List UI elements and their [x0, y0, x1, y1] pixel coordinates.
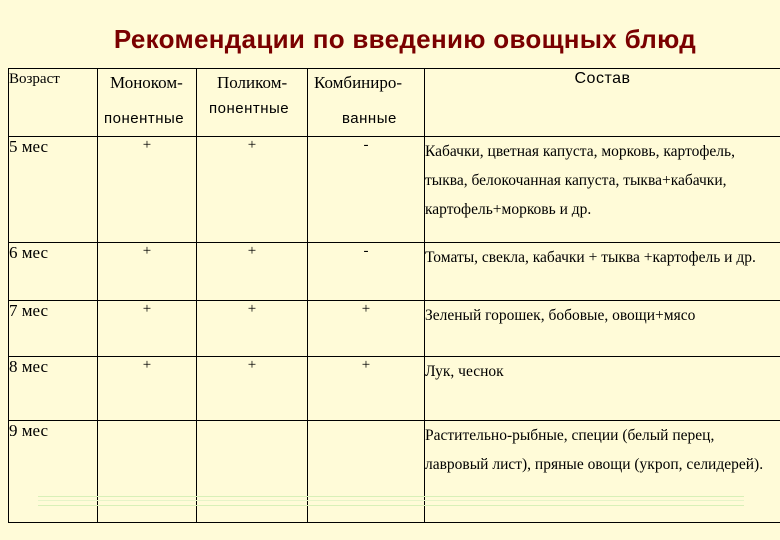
comb-cell — [308, 421, 425, 523]
mono-cell: + — [98, 243, 197, 301]
poly-cell: + — [197, 301, 308, 357]
poly-cell: + — [197, 357, 308, 421]
header-polycomponent — [197, 69, 308, 137]
table-row — [9, 357, 780, 421]
header-age: Возраст — [9, 69, 98, 137]
header-combined — [308, 69, 425, 137]
table-row — [9, 421, 780, 523]
composition-cell: Растительно-рыбные, специи (белый перец, лавровый лист), пряные овощи (укроп, селидерей). — [425, 421, 780, 523]
header-monocomponent — [98, 69, 197, 137]
mono-cell: + — [98, 137, 197, 243]
age-cell: 7 мес — [9, 301, 98, 357]
composition-cell: Томаты, свекла, кабачки + тыква +картофель и др. — [425, 243, 780, 301]
decorative-rule — [38, 496, 744, 506]
header-row — [9, 69, 780, 137]
header-comb-line1: Комбиниро- — [314, 73, 403, 92]
age-cell: 9 мес — [9, 421, 98, 523]
mono-cell — [98, 421, 197, 523]
composition-cell: Лук, чеснок — [425, 357, 780, 421]
age-cell: 6 мес — [9, 243, 98, 301]
composition-cell: Кабачки, цветная капуста, морковь, картофель, тыква, белокочанная капуста, тыква+кабачки, картофель+морковь и др. — [425, 137, 780, 243]
table-row — [9, 243, 780, 301]
header-poly-line2: понентные — [209, 100, 290, 117]
age-cell: 8 мес — [9, 357, 98, 421]
comb-cell: + — [308, 357, 425, 421]
table-row — [9, 301, 780, 357]
header-mono-line2: понентные — [104, 110, 185, 127]
mono-cell: + — [98, 301, 197, 357]
poly-cell — [197, 421, 308, 523]
mono-cell: + — [98, 357, 197, 421]
comb-cell: - — [308, 243, 425, 301]
table-row — [9, 137, 780, 243]
age-cell: 5 мес — [9, 137, 98, 243]
header-poly-line1: Поликом- — [217, 73, 288, 92]
poly-cell: + — [197, 243, 308, 301]
page-title: Рекомендации по введению овощных блюд — [113, 24, 697, 54]
header-comb-line2: ванные — [342, 110, 397, 127]
composition-cell: Зеленый горошек, бобовые, овощи+мясо — [425, 301, 780, 357]
poly-cell: + — [197, 137, 308, 243]
comb-cell: + — [308, 301, 425, 357]
recommendations-table — [8, 68, 780, 523]
header-composition: Состав — [425, 69, 780, 137]
comb-cell: - — [308, 137, 425, 243]
header-mono-line1: Моноком- — [110, 73, 183, 92]
